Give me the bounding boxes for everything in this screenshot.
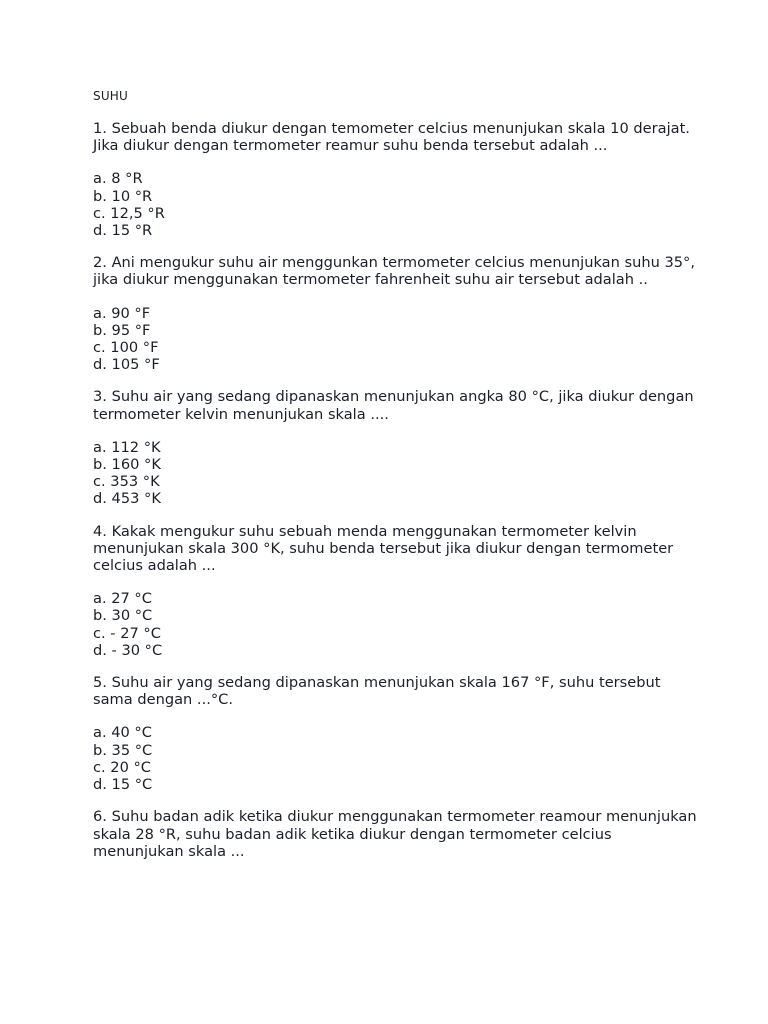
question-2 [93,254,703,373]
option-list [93,439,703,508]
question-3 [93,388,703,507]
question-text: 4. Kakak mengukur suhu sebuah menda menggunakan termometer kelvin menunjukan skala 300 °K, suhu benda tersebut jika diukur dengan termometer celcius adalah ... [93,522,674,575]
option-b: b. 30 °C [93,607,153,625]
question-text: 2. Ani mengukur suhu air menggunkan termometer celcius menunjukan suhu 35°, jika diukur menggunakan termometer fahrenheit suhu air tersebut adalah .. [93,254,695,289]
option-list [93,724,703,793]
option-b: b. 10 °R [93,187,153,205]
option-list [93,590,703,659]
option-list [93,170,703,239]
option-a: a. 40 °C [93,724,152,742]
option-a: a. 8 °R [93,170,143,188]
option-b: b. 35 °C [93,741,153,759]
option-a: a. 27 °C [93,590,152,608]
question-text: 6. Suhu badan adik ketika diukur menggunakan termometer reamour menunjukan skala 28 °R, suhu badan adik ketika diukur dengan termometer celcius menunjukan skala ... [93,808,697,860]
question-5 [93,674,703,793]
question-text: 5. Suhu air yang sedang dipanaskan menunjukan skala 167 °F, suhu tersebut sama dengan ...°C. [93,674,661,709]
option-a: a. 90 °F [93,304,151,322]
option-d: d. 15 °R [93,222,153,240]
option-list [93,305,703,374]
question-1 [93,120,703,239]
question-4 [93,523,703,659]
question-text: 3. Suhu air yang sedang dipanaskan menunjukan angka 80 °C, jika diukur dengan termometer kelvin menunjukan skala .... [93,388,694,423]
option-d: d. 105 °F [93,356,160,374]
document-page [93,88,703,876]
option-c: c. 100 °F [93,339,159,357]
option-c: c. 12,5 °R [93,204,165,222]
option-b: b. 95 °F [93,321,151,339]
option-a: a. 112 °K [93,438,161,456]
option-d: d. - 30 °C [93,641,163,659]
option-c: c. - 27 °C [93,624,161,642]
question-6 [93,808,703,860]
option-d: d. 453 °K [93,490,161,508]
question-text: 1. Sebuah benda diukur dengan temometer celcius menunjukan skala 10 derajat. Jika diukur dengan termometer reamur suhu benda tersebut adalah ... [93,120,690,155]
document-heading: SUHU [93,89,129,103]
option-d: d. 15 °C [93,776,153,794]
option-c: c. 353 °K [93,473,160,491]
option-b: b. 160 °K [93,456,161,474]
option-c: c. 20 °C [93,758,151,776]
